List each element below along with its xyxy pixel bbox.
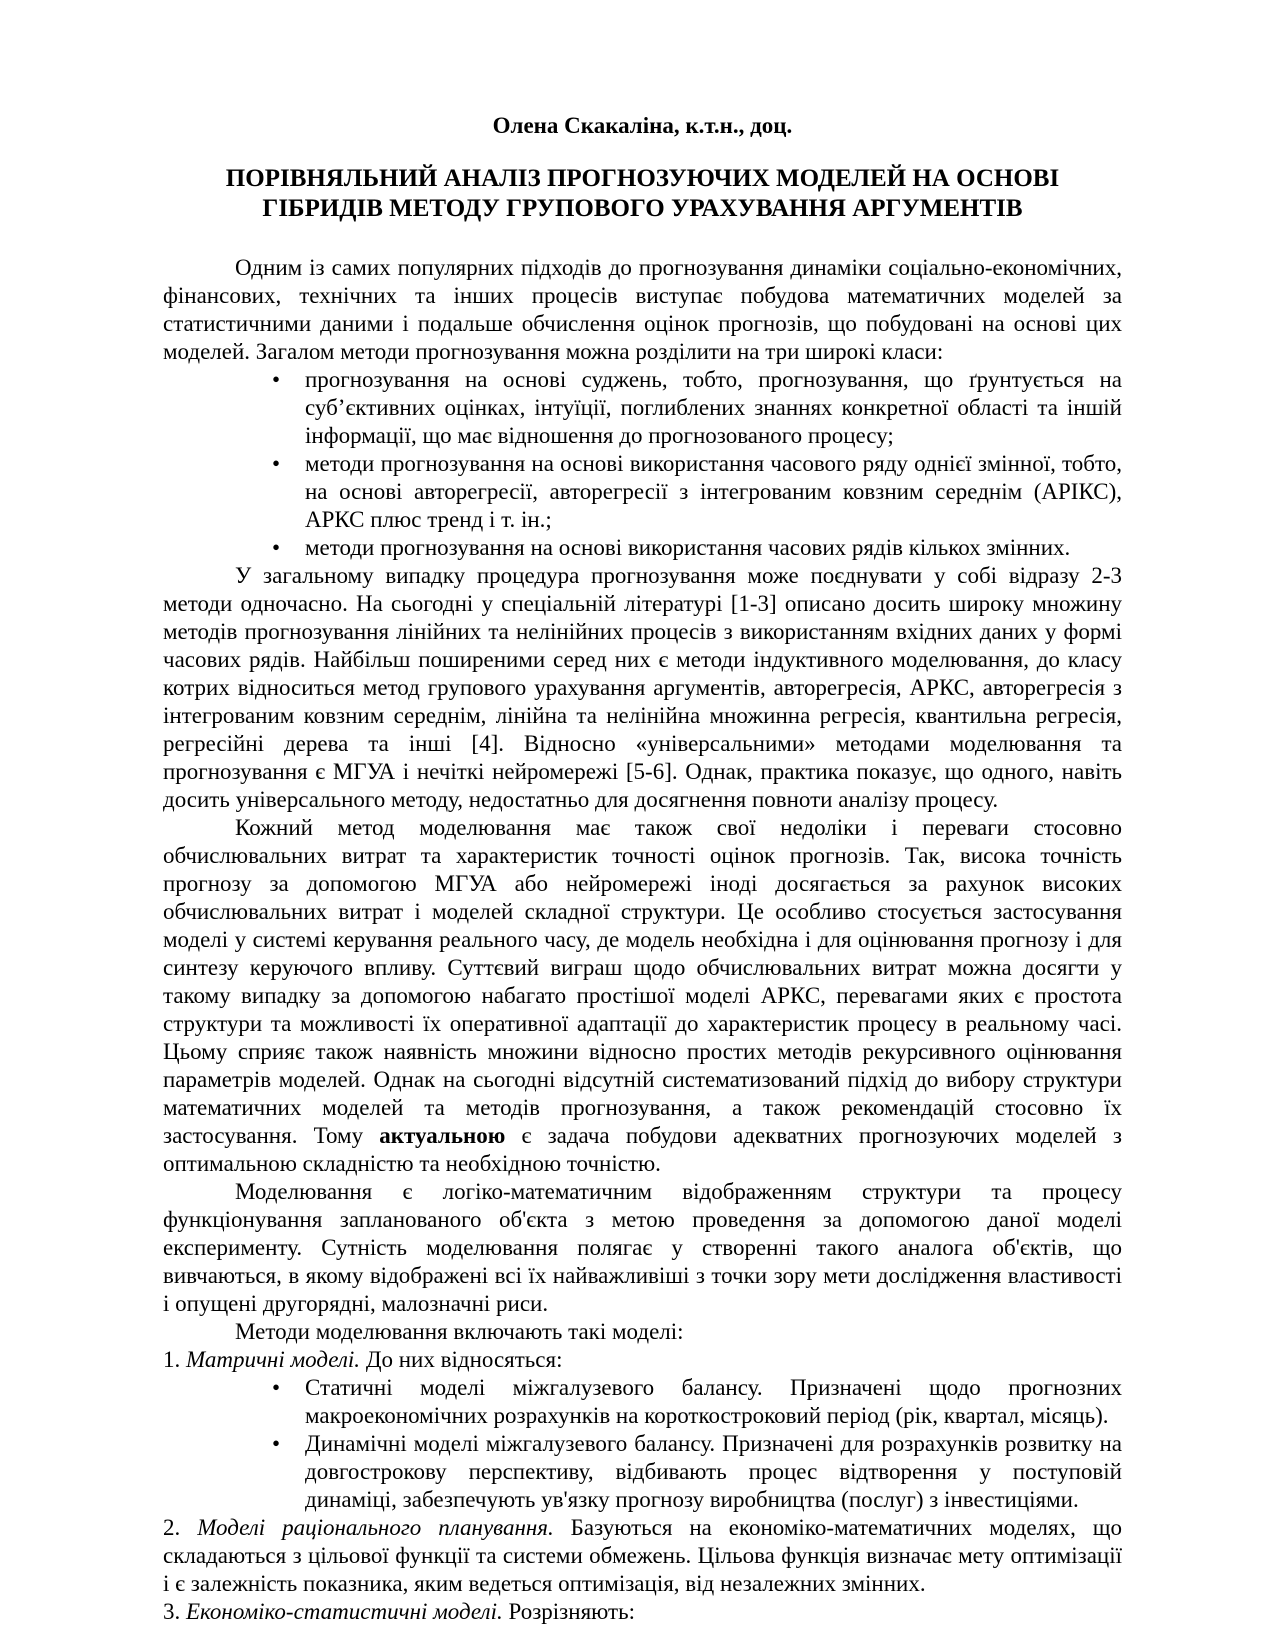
item-number: 2. [163,1515,198,1540]
bullet-icon: • [272,1431,281,1456]
item-text: До них відносяться: [360,1347,563,1372]
paragraph-text: є задача побудови адекватних прогнозуючих моделей з оптимальною складністю та необхідною точністю. [163,1123,1122,1176]
item-term: Моделі раціонального планування. [197,1515,554,1540]
forecasting-classes-list [163,366,1122,562]
list-item-text: прогнозування на основі суджень, тобто, прогнозування, що ґрунтується на суб’єктивних оцінках, інтуїції, поглиблених знаннях конкретної області та іншій інформації, що має відношення до прогнозованого процесу; [305,367,1122,448]
paragraph-intro: Одним із самих популярних підходів до прогнозування динаміки соціально-економічних, фінансових, технічних та інших процесів виступає побудова математичних моделей за статистичними даними і подальше обчислення оцінок прогнозів, що побудовані на основі цих моделей. Загалом методи прогнозування можна розділити на три широкі класи: [163,255,1122,364]
paragraph-methods-overview: У загальному випадку процедура прогнозування може поєднувати у собі відразу 2-3 методи одночасно. На сьогодні у спеціальній літературі [1-3] описано досить широку множину методів прогнозування лінійних та нелінійних процесів з використанням вхідних даних у формі часових рядів. Найбільш поширеними серед них є методи індуктивного моделювання, до класу котрих відноситься метод групового урахування аргументів, авторегресія, АРКС, авторегресія з інтегрованим ковзним середнім, лінійна та нелінійна множинна регресія, квантильна регресія, регресійні дерева та інші [4]. Відносно «універсальними» методами моделювання та прогнозування є МГУА і нечіткі нейромережі [5-6]. Однак, практика показує, що одного, навіть досить універсального методу, недостатньо для досягнення повноти аналізу процесу. [163,563,1122,812]
paragraph-models-lead-in: Методи моделювання включають такі моделі: [235,1319,684,1344]
item-term: Економіко-статистичні моделі. [186,1599,503,1624]
bullet-icon: • [272,367,281,392]
paragraph-text: Кожний метод моделювання має також свої недоліки і переваги стосовно обчислювальних витрат та характеристик точності оцінок прогнозів. Так, висока точність прогнозу за допомогою МГУА або нейромережі іноді досягається за рахунок високих обчислювальних витрат і моделей складної структури. Це особливо стосується застосування моделі у системі керування реального часу, де модель необхідна і для оцінювання прогнозу і для синтезу керуючого впливу. Суттєвий виграш щодо обчислювальних витрат можна досягти у такому випадку за допомогою набагато простішої моделі АРКС, перевагами яких є простота структури та можливості їх оперативної адаптації до характеристик процесу в реальному часі. Цьому сприяє також наявність множини відносно простих методів рекурсивного оцінювання параметрів моделей. Однак на сьогодні відсутній систематизований підхід до вибору структури математичних моделей та методів прогнозування, а також рекомендацій стосовно їх застосування. Тому [163,815,1122,1148]
bullet-icon: • [272,535,281,560]
paragraph-modeling-definition: Моделювання є логіко-математичним відображенням структури та процесу функціонування запланованого об'єкта з метою проведення за допомогою даної моделі експерименту. Сутність моделювання полягає у створенні такого аналога об'єктів, що вивчаються, в якому відображені всі їх найважливіші з точки зору мети дослідження властивості і опущені другорядні, малозначні риси. [163,1179,1122,1316]
numbered-item-economic-statistical [163,1598,1122,1626]
paragraph-pros-cons [163,814,1122,1178]
numbered-item-matrix-models [163,1346,1122,1374]
list-item [163,1430,1122,1514]
list-item-text: Динамічні моделі міжгалузевого балансу. Призначені для розрахунків розвитку на довгострокову перспективу, відбивають процес відтворення у поступовій динаміці, забезпечують ув'язку прогнозу виробництва (послуг) з інвестиціями. [305,1431,1122,1512]
author-line: Олена Скакаліна, к.т.н., доц. [492,113,793,138]
item-term: Матричні моделі. [186,1347,361,1372]
list-item [163,366,1122,450]
list-item [163,534,1122,562]
document-body [163,254,1122,1626]
list-item [163,1374,1122,1430]
matrix-models-list [163,1374,1122,1514]
list-item-text: Статичні моделі міжгалузевого балансу. Призначені щодо прогнозних макроекономічних розрахунків на короткостроковий період (рік, квартал, місяць). [305,1375,1122,1428]
bold-keyword: актуальною [379,1123,506,1148]
bullet-icon: • [272,1375,281,1400]
item-number: 1. [163,1347,186,1372]
item-number: 3. [163,1599,186,1624]
item-text: Базуються на економіко-математичних моделях, що складаються з цільової функції та системи обмежень. Цільова функція визначає мету оптимізації і є залежність показника, яким ведеться оптимізація, від незалежних змінних. [163,1515,1122,1596]
list-item [163,450,1122,534]
bullet-icon: • [272,451,281,476]
document-title: ПОРІВНЯЛЬНИЙ АНАЛІЗ ПРОГНОЗУЮЧИХ МОДЕЛЕЙ НА ОСНОВІ ГІБРИДІВ МЕТОДУ ГРУПОВОГО УРАХУВАННЯ АРГУМЕНТІВ [225,165,1060,222]
item-text: Розрізняють: [502,1599,635,1624]
list-item-text: методи прогнозування на основі використання часового ряду однієї змінної, тобто, на основі авторегресії, авторегресії з інтегрованим ковзним середнім (АРІКС), АРКС плюс тренд і т. ін.; [305,451,1122,532]
numbered-item-rational-planning [163,1514,1122,1598]
list-item-text: методи прогнозування на основі використання часових рядів кількох змінних. [305,535,1071,560]
